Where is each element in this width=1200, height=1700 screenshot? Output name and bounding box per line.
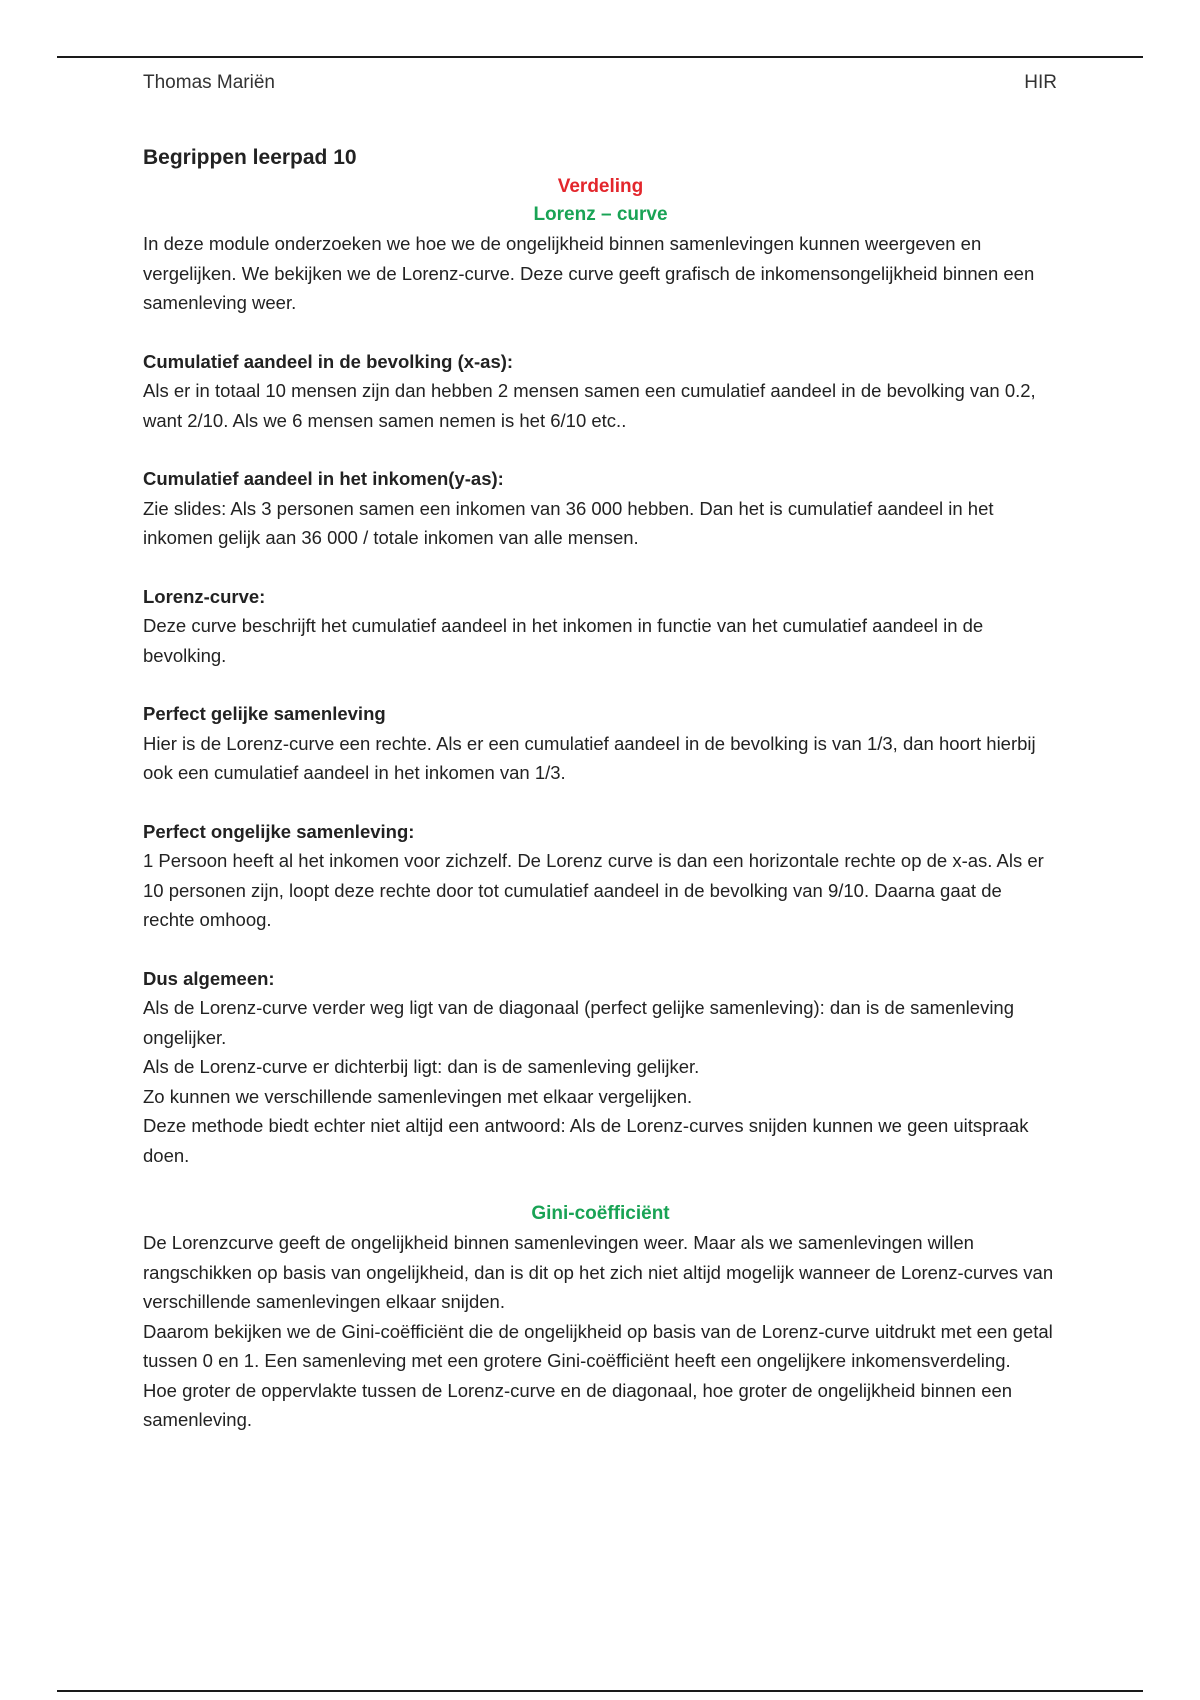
section-title: Perfect gelijke samenleving — [143, 703, 386, 724]
section-y-axis — [143, 464, 1058, 553]
section-perfect-unequal — [143, 817, 1058, 935]
section-text: Als er in totaal 10 mensen zijn dan hebben 2 mensen samen een cumulatief aandeel in de bevolking van 0.2, want 2/10. Als we 6 mensen samen nemen is het 6/10 etc.. — [143, 380, 1036, 431]
header-author: Thomas Mariën — [143, 72, 275, 93]
section-title: Cumulatief aandeel in het inkomen(y-as): — [143, 468, 504, 489]
gini-paragraph-3: Hoe groter de oppervlakte tussen de Lorenz-curve en de diagonaal, hoe groter de ongelijkheid binnen een samenleving. — [143, 1379, 1013, 1430]
section-title: Lorenz-curve: — [143, 585, 266, 607]
intro-paragraph: In deze module onderzoeken we hoe we de ongelijkheid binnen samenlevingen kunnen weergeven en vergelijken. We bekijken we de Lorenz-curve. Deze curve geeft grafisch de inkomensongelijkheid binnen een samenleving weer. — [143, 233, 1035, 313]
heading-lorenz-curve: Lorenz – curve — [533, 204, 668, 225]
header-course: HIR — [1024, 72, 1057, 93]
section-text: Deze curve beschrijft het cumulatief aandeel in het inkomen in functie van het cumulatief aandeel in de bevolking. — [143, 615, 984, 666]
section-text: Deze methode biedt echter niet altijd een antwoord: Als de Lorenz-curves snijden kunnen we geen uitspraak doen. — [143, 1115, 1029, 1166]
section-text: 1 Persoon heeft al het inkomen voor zichzelf. De Lorenz curve is dan een horizontale rechte op de x-as. Als er 10 personen zijn, loopt deze rechte door tot cumulatief aandeel in de bevolking van 9/10. Daarna gaat de rechte omhoog. — [143, 850, 1044, 930]
section-lorenz-curve — [143, 582, 1058, 671]
heading-verdeling: Verdeling — [557, 176, 644, 197]
heading-gini-coefficient: Gini-coëfficiënt — [531, 1203, 670, 1224]
footer-rule — [57, 1690, 1143, 1692]
section-title: Perfect ongelijke samenleving: — [143, 820, 415, 842]
section-text: Als de Lorenz-curve verder weg ligt van de diagonaal (perfect gelijke samenleving): dan is de samenleving ongelijker. — [143, 997, 1015, 1048]
document-body — [143, 143, 1058, 1435]
section-text: Zie slides: Als 3 personen samen een inkomen van 36 000 hebben. Dan het is cumulatief aandeel in het inkomen gelijk aan 36 000 / totale inkomen van alle mensen. — [143, 497, 994, 548]
section-title: Cumulatief aandeel in de bevolking (x-as): — [143, 350, 514, 372]
gini-paragraph-2: Daarom bekijken we de Gini-coëfficiënt die de ongelijkheid op basis van de Lorenz-curve uitdrukt met een getal tussen 0 en 1. Een samenleving met een grotere Gini-coëfficiënt heeft een ongelijkere inkomensverdeling. — [143, 1320, 1053, 1371]
section-x-axis — [143, 347, 1058, 436]
section-general — [143, 964, 1058, 1171]
section-text: Als de Lorenz-curve er dichterbij ligt: dan is de samenleving gelijker. — [143, 1056, 700, 1077]
section-text: Hier is de Lorenz-curve een rechte. Als er een cumulatief aandeel in de bevolking is van 1/3, dan hoort hierbij ook een cumulatief aandeel in het inkomen van 1/3. — [143, 732, 1036, 783]
section-text: Zo kunnen we verschillende samenlevingen met elkaar vergelijken. — [143, 1085, 693, 1107]
gini-paragraph-1: De Lorenzcurve geeft de ongelijkheid binnen samenlevingen weer. Maar als we samenlevingen willen rangschikken op basis van ongelijkheid, dan is dit op het zich niet altijd mogelijk wanneer de Lorenz-curves van verschillende samenlevingen elkaar snijden. — [143, 1232, 1054, 1312]
section-perfect-equal — [143, 699, 1058, 788]
header-rule — [57, 56, 1143, 58]
gini-section — [143, 1200, 1058, 1435]
document-title: Begrippen leerpad 10 — [143, 146, 357, 169]
section-title: Dus algemeen: — [143, 967, 275, 989]
